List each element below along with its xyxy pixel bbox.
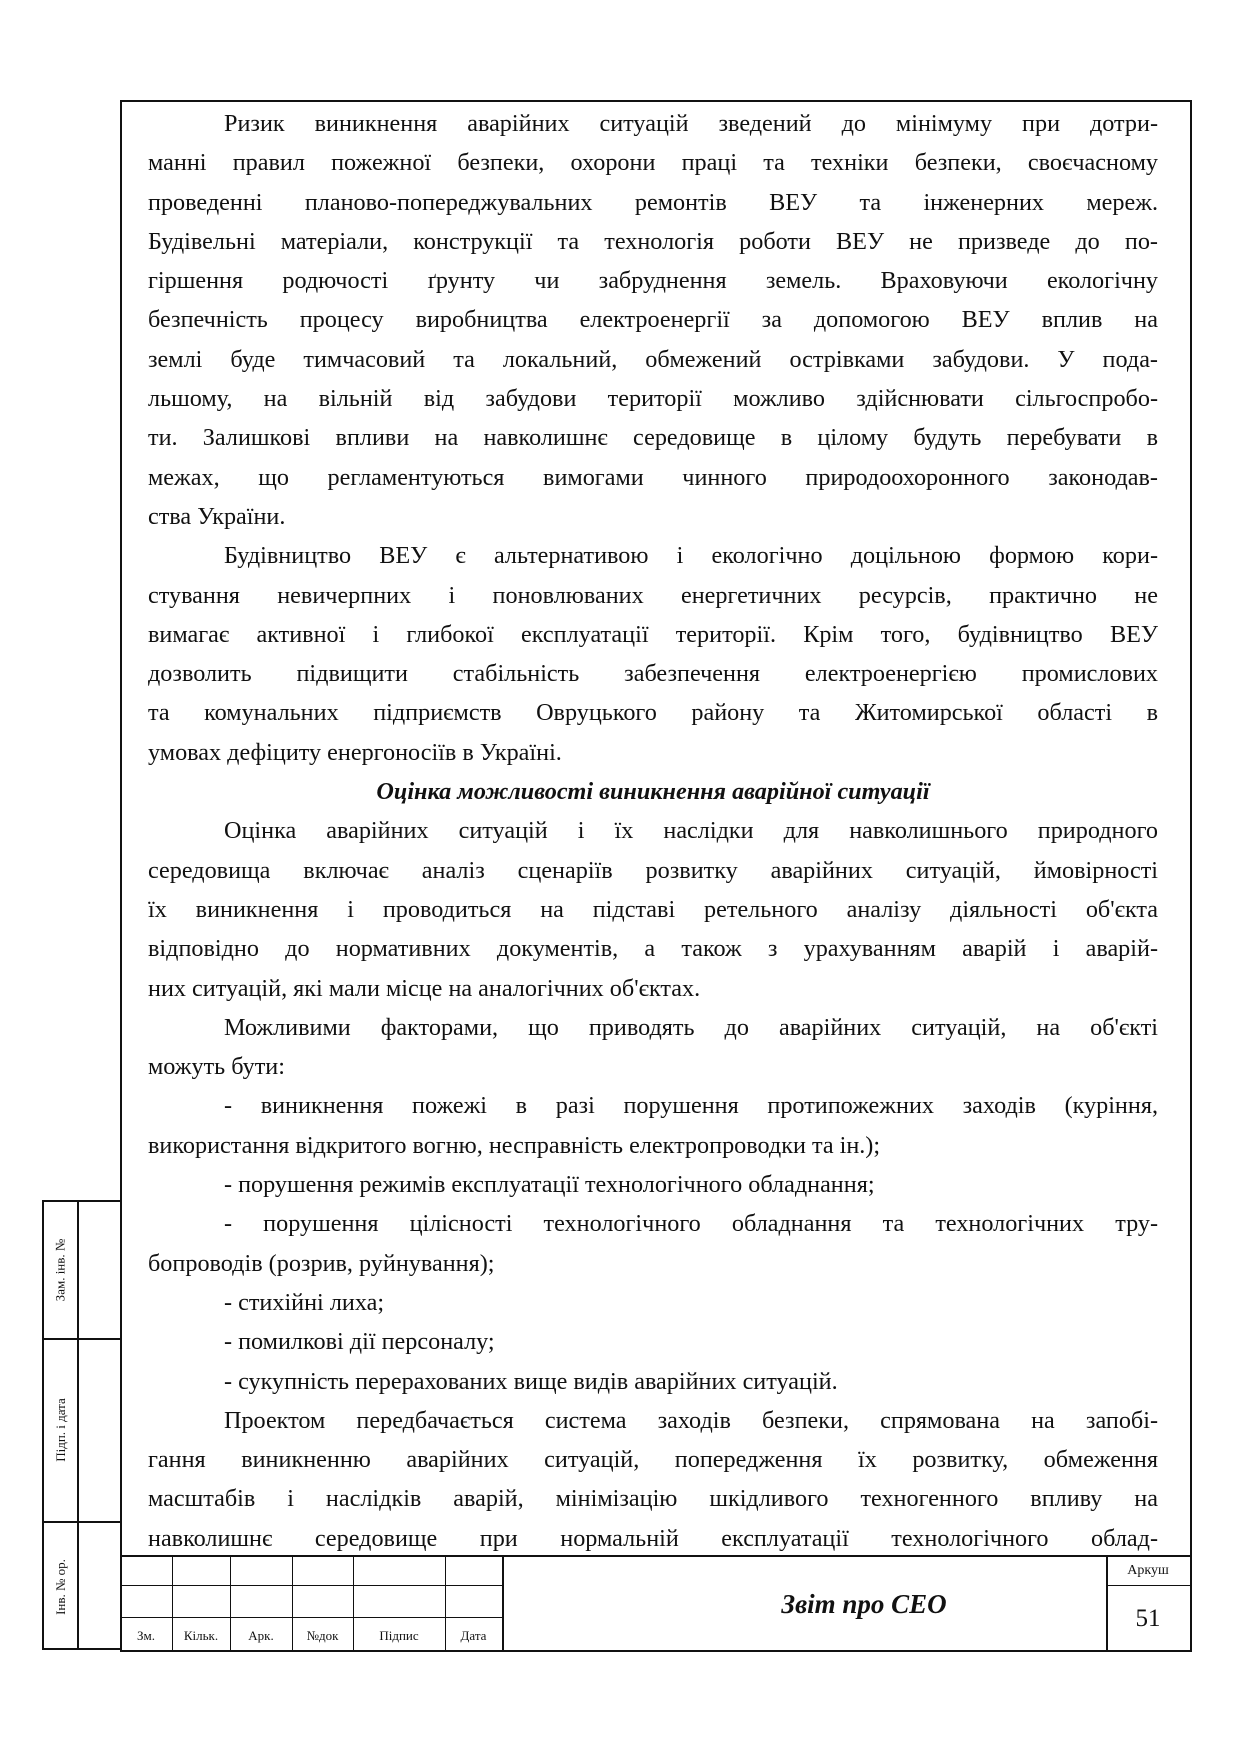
text-line: їх виникнення і проводиться на підставі ретельного аналізу діяльності об'єкта [148,895,1158,923]
list-item: - помилкові дії персоналу; [224,1328,495,1356]
header-signature: Підпис [379,1627,419,1643]
text-line: ства України. [148,502,286,530]
text-line: манні правил пожежної безпеки, охорони праці та техніки безпеки, своєчасному [148,149,1158,177]
text-line: Проектом передбачається система заходів безпеки, спрямована на запобі- [224,1406,1158,1434]
text-line: Оцінка аварійних ситуацій і їх наслідки для навколишнього природного [224,817,1158,845]
list-item: - порушення цілісності технологічного обладнання та технологічних тру- [224,1210,1158,1238]
text-line: та комунальних підприємств Овруцького району та Житомирської області в [148,699,1158,727]
text-line: проведенні планово-попереджувальних ремонтів ВЕУ та інженерних мереж. [148,188,1158,216]
text-line: межах, що регламентуються вимогами чинного природоохоронного законодав- [148,463,1158,491]
section-heading: Оцінка можливості виникнення аварійної ситуації [376,778,930,806]
list-item: - порушення режимів експлуатації технологічного обладнання; [224,1171,875,1199]
text-line: умовах дефіциту енергоносіїв в Україні. [148,738,562,766]
side-strip [42,1200,120,1650]
grid-line [120,1585,502,1586]
text-line: можуть бути: [148,1053,285,1081]
title-block [120,1555,1190,1650]
side-label: Підп. і дата [52,1397,68,1462]
text-line: землі буде тимчасовий та локальний, обмежений острівками забудови. У пода- [148,345,1158,373]
header-doc-number: №док [306,1627,339,1643]
side-label: Інв. № ор. [52,1558,68,1615]
text-line: Можливими факторами, що приводять до аварійних ситуацій, на об'єкті [224,1013,1158,1041]
header-change: Зм. [137,1627,155,1643]
text-line: масштабів і наслідків аварій, мінімізацію шкідливого техногенного впливу на [148,1485,1158,1513]
grid-line [120,1617,502,1618]
text-line: Ризик виникнення аварійних ситуацій зведений до мінімуму при дотри- [224,110,1158,137]
text-line: Будівництво ВЕУ є альтернативою і екологічно доцільною формою кори- [224,542,1158,570]
text-line: відповідно до нормативних документів, а також з урахуванням аварій і аварій- [148,935,1158,963]
sheet-label: Аркуш [1127,1563,1169,1578]
document-body [148,104,1158,1558]
text-line: середовища включає аналіз сценаріїв розвитку аварійних ситуацій, ймовірності [148,856,1158,884]
text-line: вимагає активної і глибокої експлуатації території. Крім того, будівництво ВЕУ [148,620,1158,648]
text-line: стування невичерпних і поновлюваних енергетичних ресурсів, практично не [148,581,1158,609]
list-item: - виникнення пожежі в разі порушення протипожежних заходів (куріння, [224,1092,1158,1120]
side-label: Зам. інв. № [52,1238,68,1302]
sheet-number: 51 [1135,1604,1161,1632]
text-line: льшому, на вільній від забудови території можливо здійснювати сільгоспробо- [148,385,1158,413]
text-line: них ситуацій, які мали місце на аналогічних об'єктах. [148,974,701,1002]
header-sheet: Арк. [248,1627,274,1643]
text-line: гання виникненню аварійних ситуацій, попередження їх розвитку, обмеження [148,1446,1158,1474]
side-divider [77,1202,79,1648]
text-line: ти. Залишкові впливи на навколишнє середовище в цілому будуть перебувати в [148,424,1158,452]
list-item: - сукупність перерахованих вище видів аварійних ситуацій. [224,1367,838,1395]
text-line: використання відкритого вогню, несправність електропроводки та ін.); [148,1131,881,1159]
text-line: навколишнє середовище при нормальній експлуатації технологічного облад- [148,1524,1158,1552]
text-line: гіршення родючості ґрунту чи забруднення земель. Враховуючи екологічну [148,267,1158,295]
list-item: - стихійні лиха; [224,1288,385,1316]
text-line: Будівельні матеріали, конструкції та технологія роботи ВЕУ не призведе до по- [148,227,1158,255]
document-name: Звіт про СЕО [781,1589,947,1619]
text-line: бопроводів (розрив, руйнування); [148,1249,495,1277]
header-date: Дата [460,1627,487,1643]
text-line: безпечність процесу виробництва електроенергії за допомогою ВЕУ вплив на [148,306,1158,334]
text-line: дозволить підвищити стабільність забезпечення електроенергією промислових [148,660,1158,688]
header-quantity: Кільк. [183,1627,219,1643]
